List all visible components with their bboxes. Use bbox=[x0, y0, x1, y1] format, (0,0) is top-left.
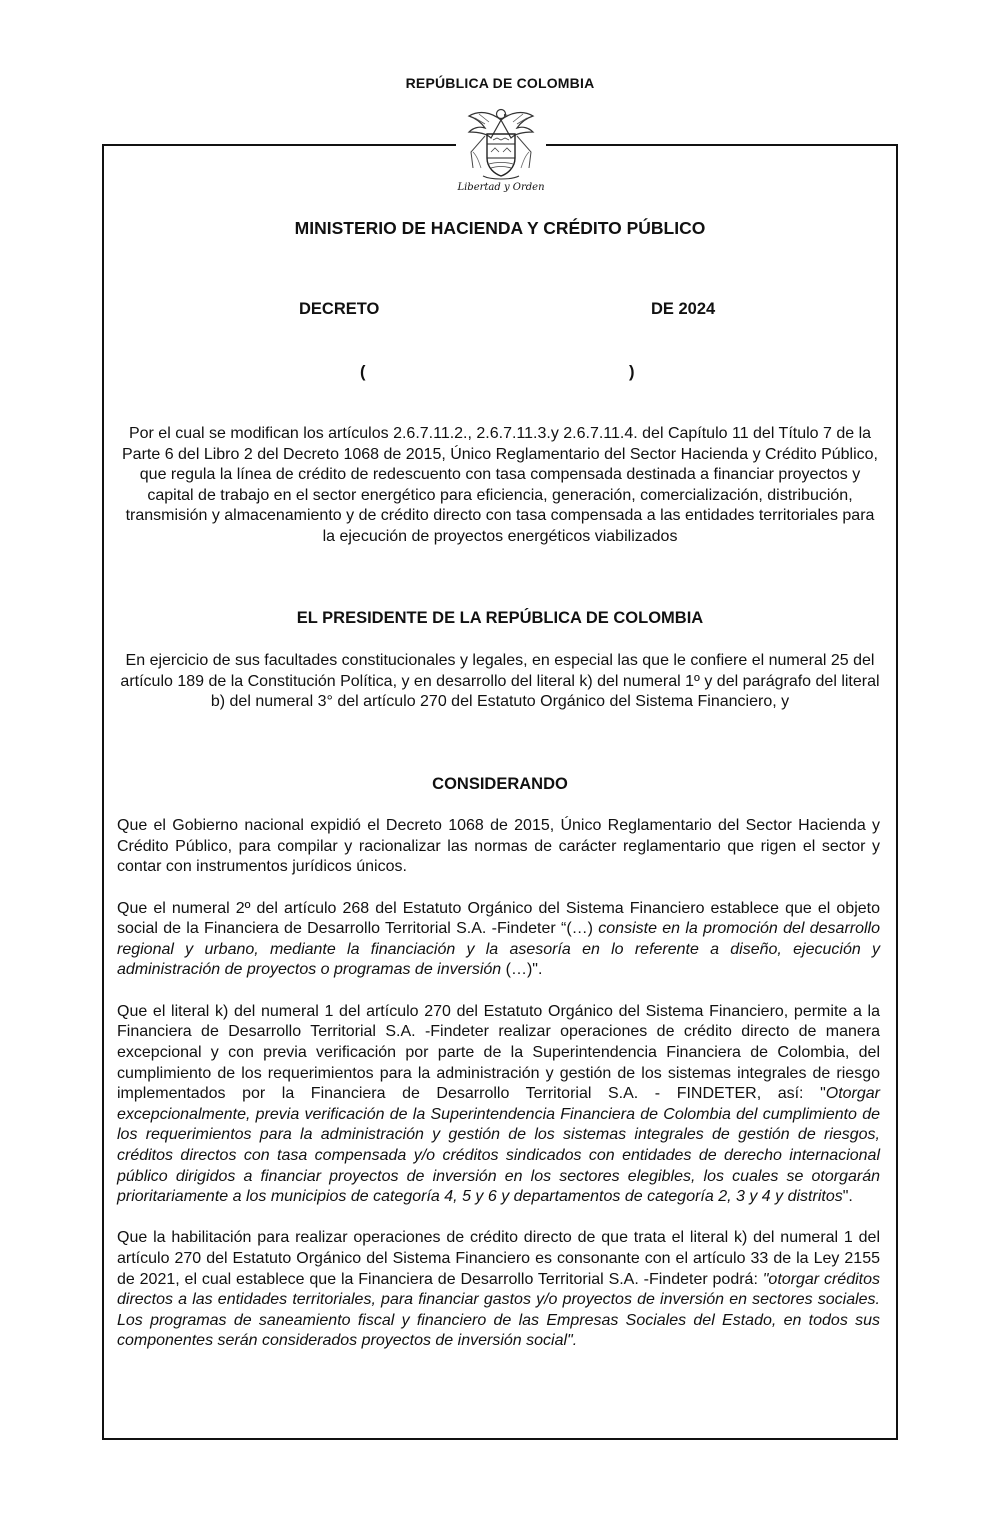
consideration-text: Que el Gobierno nacional expidió el Decreto 1068 de 2015, Único Reglamentario del Sector Hacienda y Crédito Público, para compilar y racionalizar las normas de carácter reglamentario que rigen el sector y contar con instrumentos jurídicos únicos. bbox=[117, 817, 880, 876]
considerations-body bbox=[117, 816, 880, 1373]
consideration-tail: (…)". bbox=[501, 961, 543, 979]
consideration-paragraph bbox=[117, 1002, 880, 1208]
consideration-tail: ". bbox=[842, 1188, 853, 1206]
consideration-text: Que el numeral 2º del artículo 268 del Estatuto Orgánico del Sistema Financiero establece que el objeto social de la Financiera de Desarrollo Territorial S.A. -Findeter “(…) bbox=[117, 899, 880, 938]
ministry-title: MINISTERIO DE HACIENDA Y CRÉDITO PÚBLICO bbox=[294, 218, 706, 238]
country-heading: REPÚBLICA DE COLOMBIA bbox=[405, 75, 595, 91]
coat-of-arms bbox=[456, 102, 546, 206]
decree-label: DECRETO bbox=[299, 300, 380, 318]
president-heading: EL PRESIDENTE DE LA REPÚBLICA DE COLOMBIA bbox=[296, 609, 704, 627]
consideration-paragraph bbox=[117, 816, 880, 878]
consideration-text: Que la habilitación para realizar operaciones de crédito directo de que trata el literal k) del numeral 1 del artículo 270 del Estatuto Orgánico del Sistema Financiero es consonante con el artículo 33 de la Ley 2155 de 2021, el cual establece que la Financiera de Desarrollo Territorial S.A. -Findeter podrá: bbox=[117, 1229, 880, 1288]
consideration-quote: "otorgar créditos directos a las entidades territoriales, para financiar gastos y/o proyectos de inversión en sectores sociales. Los programas de saneamiento fiscal y financiero de las Empresas Sociales del Estado, en todos sus componentes serán considerados proyectos de inversión social". bbox=[117, 1270, 880, 1350]
decree-year: DE 2024 bbox=[651, 300, 716, 318]
consideration-paragraph bbox=[117, 899, 880, 981]
decree-number-open-paren: ( bbox=[360, 363, 366, 381]
considering-heading: CONSIDERANDO bbox=[432, 775, 568, 793]
decree-number-close-paren: ) bbox=[629, 363, 635, 381]
consideration-quote: Otorgar excepcionalmente, previa verificación de la Superintendencia Financiera de Colombia del cumplimiento de los requerimientos para la administración y gestión de los sistemas integrales de gestión de riesgos, créditos directos con tasa compensada y/o créditos sindicados con entidades de derecho internacional público dirigidos a financiar proyectos de inversión en los sectores elegibles, los cuales se otorgarán prioritariamente a los municipios de categoría 4, 5 y 6 y departamentos de categoría 2, 3 y 4 y distritos bbox=[117, 1085, 880, 1206]
powers-paragraph: En ejercicio de sus facultades constitucionales y legales, en especial las que le confiere el numeral 25 del artículo 189 de la Constitución Política, y en desarrollo del literal k) del numeral 1º y del parágrafo del literal b) del numeral 3° del artículo 270 del Estatuto Orgánico del Sistema Financiero, y bbox=[120, 652, 880, 711]
national-motto: Libertad y Orden bbox=[457, 182, 545, 193]
consideration-paragraph bbox=[117, 1228, 880, 1352]
consideration-quote: consiste en la promoción del desarrollo regional y urbano, mediante la financiación y la asesoría en lo referente a diseño, ejecución y administración de proyectos o programas de inversión bbox=[117, 920, 881, 979]
coat-of-arms-icon bbox=[461, 102, 541, 184]
decree-summary: Por el cual se modifican los artículos 2.6.7.11.2., 2.6.7.11.3.y 2.6.7.11.4. del Capítulo 11 del Título 7 de la Parte 6 del Libro 2 del Decreto 1068 de 2015, Único Reglamentario del Sector Hacienda y Crédito Público, que regula la línea de crédito de redescuento con tasa compensada destinada a financiar proyectos y capital de trabajo en el sector energético para eficiencia, generación, comercialización, distribución, transmisión y almacenamiento y de crédito directo con tasa compensada a las entidades territoriales para la ejecución de proyectos energéticos viabilizados bbox=[122, 425, 878, 545]
consideration-text: Que el literal k) del numeral 1 del artículo 270 del Estatuto Orgánico del Sistema Financiero, permite a la Financiera de Desarrollo Territorial S.A. -Findeter realizar operaciones de crédito directo de manera excepcional y con previa verificación por parte de la Superintendencia Financiera de Colombia, del cumplimiento de los requerimientos para la administración y gestión de los sistemas integrales de riesgo implementados por la Financiera de Desarrollo Territorial S.A. - FINDETER, así: " bbox=[117, 1002, 880, 1103]
